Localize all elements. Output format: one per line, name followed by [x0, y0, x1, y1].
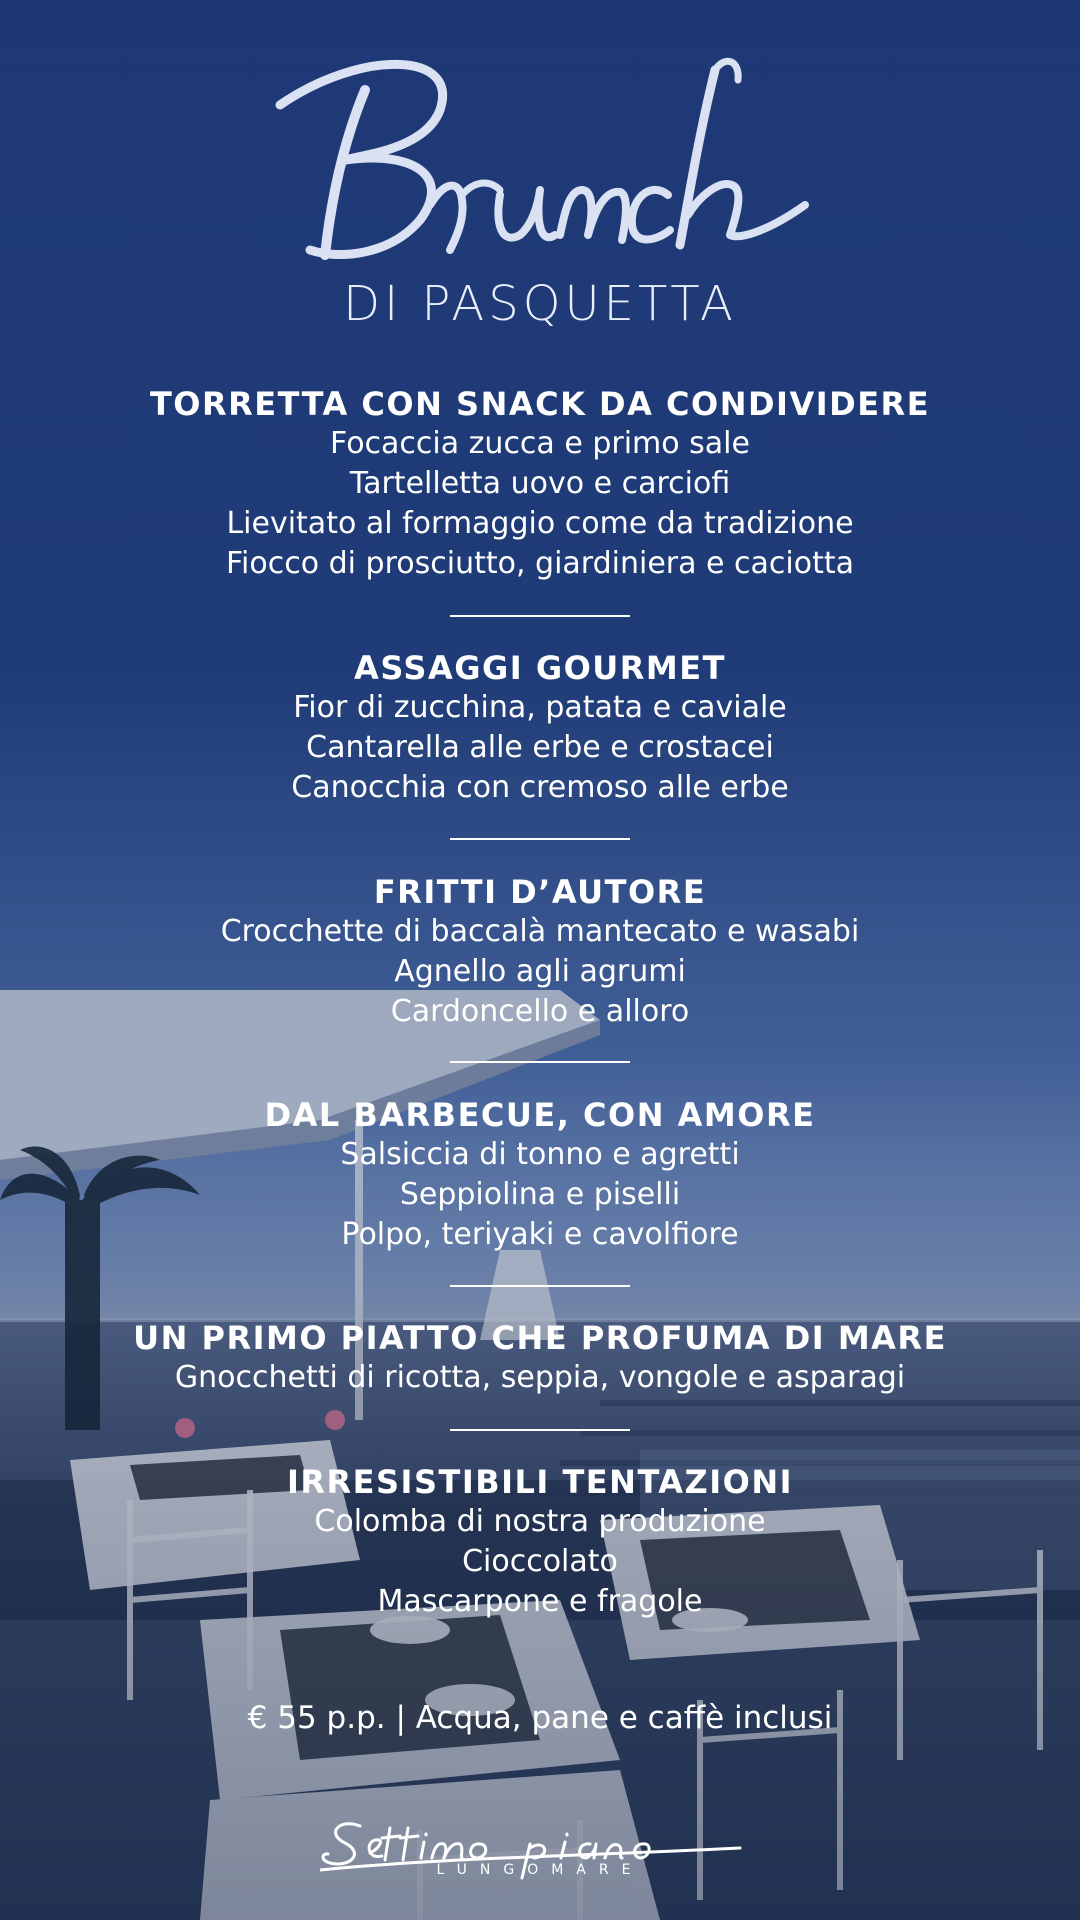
section-title: FRITTI D’AUTORE [373, 873, 707, 911]
subtitle: DI PASQUETTA [343, 276, 737, 332]
menu-item: Colomba di nostra produzione [314, 1504, 766, 1539]
menu-item: Gnocchetti di ricotta, seppia, vongole e asparagi [174, 1360, 906, 1395]
menu-item: Seppiolina e piselli [399, 1177, 681, 1212]
menu-section-assaggi [0, 648, 1080, 808]
section-divider [450, 1429, 630, 1431]
price-line: € 55 p.p. | Acqua, pane e caffè inclusi [247, 1700, 833, 1736]
brunch-script-title [270, 30, 810, 280]
menu-item: Salsiccia di tonno e agretti [340, 1137, 740, 1172]
menu-section-tentazioni [0, 1462, 1080, 1622]
menu-item: Fiocco di prosciutto, giardiniera e caciotta [225, 546, 855, 581]
menu-item: Cardoncello e alloro [390, 994, 690, 1029]
section-divider [450, 838, 630, 840]
menu-item: Cantarella alle erbe e crostacei [306, 730, 774, 765]
section-title: IRRESISTIBILI TENTAZIONI [286, 1463, 794, 1501]
menu-section-fritti [0, 872, 1080, 1032]
menu-section-torretta [0, 384, 1080, 584]
menu-item: Focaccia zucca e primo sale [330, 426, 750, 461]
menu-item: Cioccolato [462, 1544, 618, 1579]
section-title: ASSAGGI GOURMET [354, 649, 726, 687]
menu-section-primo [0, 1318, 1080, 1398]
menu-item: Canocchia con cremoso alle erbe [291, 770, 789, 805]
section-title: TORRETTA CON SNACK DA CONDIVIDERE [149, 385, 931, 423]
menu-item: Agnello agli agrumi [394, 954, 686, 989]
menu-item: Crocchette di baccalà mantecato e wasabi [220, 914, 860, 949]
logo-tagline: LUNGOMARE [436, 1862, 644, 1878]
menu-item: Mascarpone e fragole [377, 1584, 703, 1619]
menu-item: Tartelletta uovo e carciofi [349, 466, 731, 501]
section-divider [450, 615, 630, 617]
menu-item: Lievitato al formaggio come da tradizione [226, 506, 854, 541]
menu-section-barbecue [0, 1095, 1080, 1255]
section-title: UN PRIMO PIATTO CHE PROFUMA DI MARE [133, 1319, 947, 1357]
menu-item: Polpo, teriyaki e cavolfiore [341, 1217, 739, 1252]
section-divider [450, 1061, 630, 1063]
section-divider [450, 1285, 630, 1287]
section-title: DAL BARBECUE, CON AMORE [264, 1096, 816, 1134]
menu-item: Fior di zucchina, patata e caviale [293, 690, 787, 725]
